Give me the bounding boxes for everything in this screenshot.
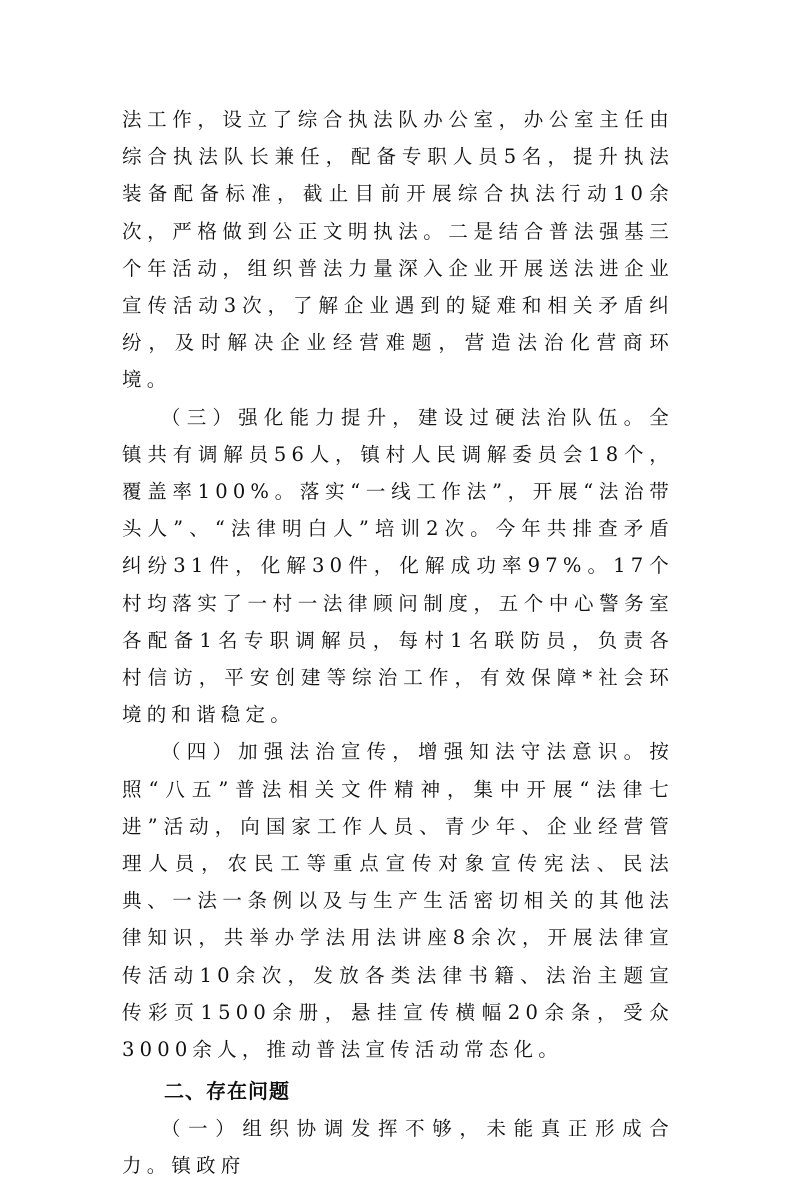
document-page bbox=[122, 101, 674, 1185]
section-heading-problems: 二、存在问题 bbox=[164, 1079, 290, 1104]
paragraph-section-3-capacity: （三）强化能力提升，建设过硬法治队伍。全镇共有调解员56人，镇村人民调解委员会18个，覆盖率100%。落实“一线工作法”，开展“法治带头人”、“法律明白人”培训2次。今年共排查矛盾纠纷31件，化解30件，化解成功率97%。17个村均落实了一村一法律顾问制度，五个中心警务室各配备1名专职调解员，每村1名联防员，负责各村信访，平安创建等综治工作，有效保障*社会环境的和谐稳定。 bbox=[122, 405, 674, 727]
paragraph-enforcement-continued: 法工作，设立了综合执法队办公室，办公室主任由综合执法队长兼任，配备专职人员5名，提升执法装备配备标准，截止目前开展综合执法行动10余次，严格做到公正文明执法。二是结合普法强基三个年活动，组织普法力量深入企业开展送法进企业宣传活动3次，了解企业遇到的疑难和相关矛盾纠纷，及时解决企业经营难题，营造法治化营商环境。 bbox=[122, 108, 674, 392]
paragraph-problem-1: （一）组织协调发挥不够，未能真正形成合力。镇政府 bbox=[122, 1117, 674, 1178]
paragraph-section-4-publicity: （四）加强法治宣传，增强知法守法意识。按照“八五”普法相关文件精神，集中开展“法律七进”活动，向国家工作人员、青少年、企业经营管理人员，农民工等重点宣传对象宣传宪法、民法典、一法一条例以及与生产生活密切相关的其他法律知识，共举办学法用法讲座8余次，开展法律宣传活动10余次，发放各类法律书籍、法治主题宣传彩页1500余册，悬挂宣传横幅20余条，受众3000余人，推动普法宣传活动常态化。 bbox=[122, 740, 674, 1062]
